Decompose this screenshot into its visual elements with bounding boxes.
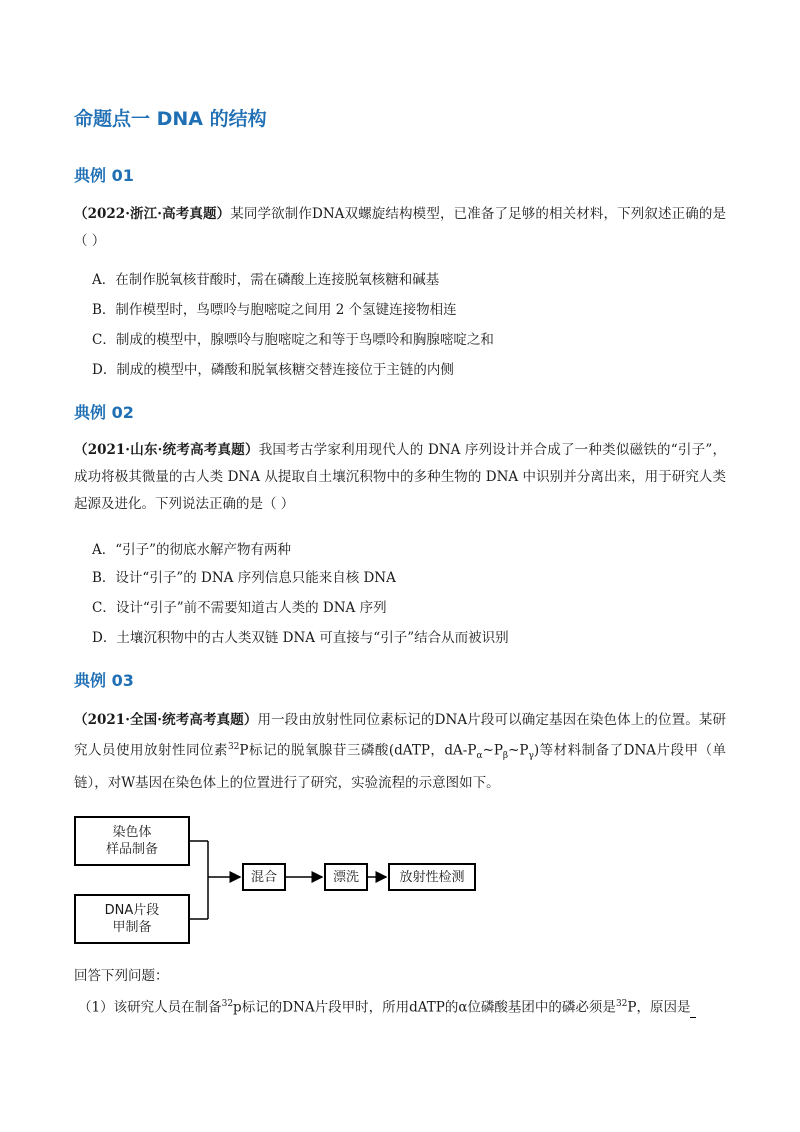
example-01-option-c: C．制成的模型中，腺嘌呤与胞嘧啶之和等于鸟嘌呤和胸腺嘧啶之和 <box>92 332 494 348</box>
example-02-stem <box>74 437 726 518</box>
example-01-stem <box>74 201 726 255</box>
answer-prompt: 回答下列问题： <box>74 968 169 984</box>
example-02-question: 我国考古学家利用现代人的 DNA 序列设计并合成了一种类似磁铁的“引子”，成功将极其微量的古人类 DNA 从提取自土壤沉积物中的多种生物的 DNA 中识别并分离出来，用于研究人类起源及进化。下列说法正确的是（ ） <box>74 442 726 512</box>
example-03-title: 典例 03 <box>74 671 134 690</box>
section-title: 命题点一 DNA 的结构 <box>74 108 267 130</box>
example-02-option-b: B．设计“引子”的 DNA 序列信息只能来自核 DNA <box>92 570 396 586</box>
example-01-option-d: D．制成的模型中，磷酸和脱氧核糖交替连接位于主链的内侧 <box>92 362 454 378</box>
answer-blank[interactable] <box>690 1003 696 1018</box>
example-02-option-a: A．“引子”的彻底水解产物有两种 <box>92 542 292 558</box>
question-1: （1）该研究人员在制备$^{32}$p标记的DNA片段甲时，所用dATP的α位磷酸基团中的磷必须是$^{32}$P，原因是 <box>78 994 696 1018</box>
example-02-title: 典例 02 <box>74 403 134 422</box>
example-03-stem: （2021·全国·统考高考真题）用一段由放射性同位素标记的DNA片段可以确定基因在染色体上的位置。某研究人员使用放射性同位素$^{32}$P标记的脱氧腺苷三磷酸(dATP，$dA-P_\alpha\sim P_\beta\sim P_\gamma$)等材料制备了DNA片段甲（单链），对W基因在染色体上的位置进行了研究，实验流程的示意图如下。 <box>74 712 726 792</box>
example-01-option-b: B．制作模型时，鸟嘌呤与胞嘧啶之间用 2 个氢键连接物相连 <box>92 302 457 318</box>
example-01-source: （2022·浙江·高考真题） <box>74 206 231 222</box>
wash-box: 漂洗 <box>324 863 368 891</box>
example-01-option-a: A．在制作脱氧核苷酸时，需在磷酸上连接脱氧核糖和碱基 <box>92 272 440 288</box>
example-03-source: （2021·全国·统考高考真题） <box>74 712 258 728</box>
example-02-option-d: D．土壤沉积物中的古人类双链 DNA 可直接与“引子”结合从而被识别 <box>92 630 509 646</box>
example-01-title: 典例 01 <box>74 166 134 185</box>
mix-box: 混合 <box>242 863 286 891</box>
radioactivity-detection-box: 放射性检测 <box>388 863 476 891</box>
dna-fragment-box: DNA片段 甲制备 <box>74 894 190 944</box>
example-02-option-c: C．设计“引子”前不需要知道古人类的 DNA 序列 <box>92 600 387 616</box>
chromosome-sample-box: 染色体 样品制备 <box>74 816 190 866</box>
example-01-question: 某同学欲制作DNA双螺旋结构模型，已准备了足够的相关材料，下列叙述正确的是（ ） <box>74 206 726 249</box>
experiment-flow-diagram <box>70 810 490 940</box>
example-02-source: （2021·山东·统考高考真题） <box>74 442 259 458</box>
flow-connectors <box>70 810 490 950</box>
